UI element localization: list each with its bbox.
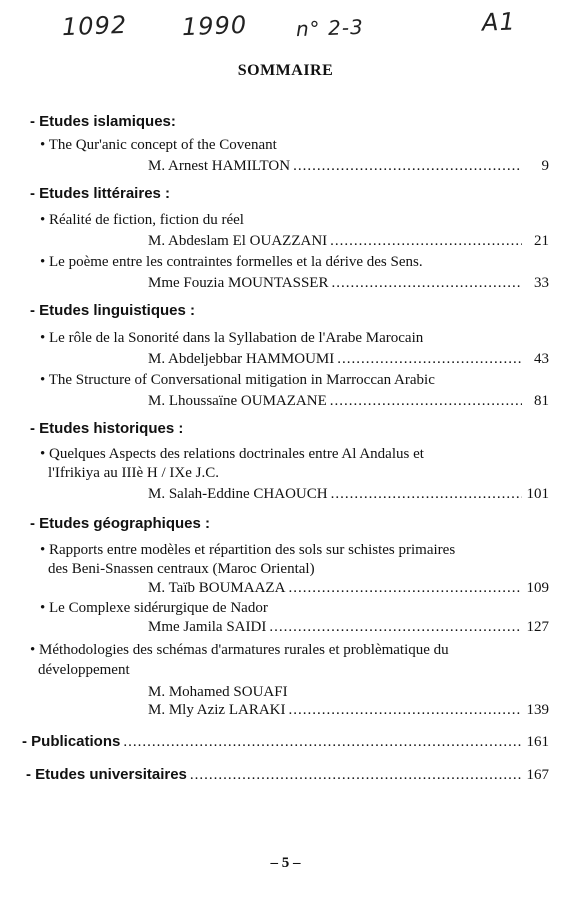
article-title-continued: des Beni-Snassen centraux (Maroc Oriental): [48, 561, 315, 577]
article-page: 81: [534, 393, 549, 409]
article-author-line: [148, 158, 549, 175]
article-page: 139: [526, 702, 549, 718]
article-page: 33: [534, 275, 549, 291]
dot-leader: [288, 580, 522, 597]
article-author: M. Taïb BOUMAAZA: [148, 580, 286, 596]
dot-leader: [289, 702, 523, 719]
article-author: M. Mly Aziz LARAKI: [148, 702, 286, 718]
section-heading-historiques: - Etudes historiques :: [30, 420, 184, 437]
article-page: 43: [534, 351, 549, 367]
universitaires-page: 167: [526, 767, 549, 783]
section-heading-litteraires: - Etudes littéraires :: [30, 185, 171, 202]
article-author-line: [148, 351, 549, 368]
article-author-line: [148, 580, 549, 597]
publications-label: - Publications: [22, 733, 121, 750]
publications-page: 161: [526, 734, 549, 750]
universitaires-label: - Etudes universitaires: [26, 766, 187, 783]
handwritten-note-a1: A1: [481, 7, 517, 37]
article-author-line: [148, 233, 549, 250]
universitaires-line: [26, 766, 549, 784]
dot-leader: [331, 486, 522, 503]
article-author: M. Arnest HAMILTON: [148, 158, 291, 174]
article-title: • Rapports entre modèles et répartition des sols sur schistes primaires: [40, 542, 456, 558]
publications-line: [22, 733, 549, 751]
article-title: • Méthodologies des schémas d'armatures rurales et problèmatique du: [30, 642, 449, 658]
article-title: • Le rôle de la Sonorité dans la Syllabation de l'Arabe Marocain: [40, 330, 424, 346]
handwritten-note-1092: 1092: [61, 10, 128, 42]
article-author-line: [148, 393, 549, 410]
article-title: • Le poème entre les contraintes formelles et la dérive des Sens.: [40, 254, 423, 270]
article-title-continued: l'Ifrikiya au IIIè H / IXe J.C.: [48, 465, 219, 481]
article-author-first: M. Mohamed SOUAFI: [148, 684, 288, 700]
dot-leader: [330, 393, 522, 410]
article-author-line: [148, 486, 549, 503]
article-author: M. Salah-Eddine CHAOUCH: [148, 486, 328, 502]
article-title: • Le Complexe sidérurgique de Nador: [40, 600, 268, 616]
article-author: M. Lhoussaïne OUMAZANE: [148, 393, 327, 409]
handwritten-note-year: 1990: [181, 10, 248, 42]
article-author-line: [148, 275, 549, 292]
dot-leader: [123, 734, 522, 751]
article-author-line: [148, 619, 549, 636]
section-heading-islamiques: - Etudes islamiques:: [30, 113, 176, 130]
article-author: Mme Fouzia MOUNTASSER: [148, 275, 329, 291]
handwritten-note-issue: n° 2-3: [295, 14, 365, 42]
article-title: • Réalité de fiction, fiction du réel: [40, 212, 244, 228]
article-title-continued: développement: [38, 662, 130, 678]
article-page: 109: [526, 580, 549, 596]
dot-leader: [337, 351, 522, 368]
section-heading-linguistiques: - Etudes linguistiques :: [30, 302, 196, 319]
article-page: 21: [534, 233, 549, 249]
article-page: 127: [526, 619, 549, 635]
page-number: – 5 –: [270, 855, 301, 871]
dot-leader: [330, 233, 522, 250]
section-heading-geographiques: - Etudes géographiques :: [30, 515, 211, 532]
dot-leader: [190, 767, 522, 784]
article-title: • The Qur'anic concept of the Covenant: [40, 137, 277, 153]
article-author: Mme Jamila SAIDI: [148, 619, 267, 635]
dot-leader: [293, 158, 522, 175]
article-author: M. Abdeljebbar HAMMOUMI: [148, 351, 335, 367]
page-title: SOMMAIRE: [237, 62, 334, 79]
dot-leader: [269, 619, 522, 636]
article-page: 9: [541, 158, 549, 174]
article-title: • Quelques Aspects des relations doctrinales entre Al Andalus et: [40, 446, 424, 462]
article-author: M. Abdeslam El OUAZZANI: [148, 233, 328, 249]
article-author-line: [148, 702, 549, 719]
article-title: • The Structure of Conversational mitigation in Marroccan Arabic: [40, 372, 435, 388]
article-page: 101: [526, 486, 549, 502]
dot-leader: [331, 275, 522, 292]
